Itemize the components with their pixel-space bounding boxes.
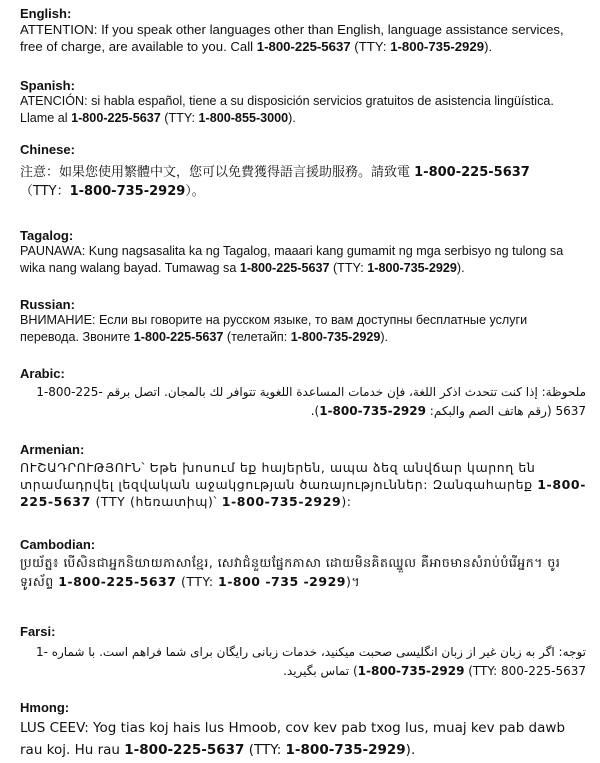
section-tagalog xyxy=(20,228,586,277)
notice-text: ប្រយ័ត្ន៖ បើសិនជាអ្នកនិយាយភាសាខ្មែរ, សេវាជំនួយផ្នែកភាសា ដោយមិនគិតឈ្នួល គឺអាចមានសំរាប់បំរើអ្នក។ ចូរ ទូរស័ព្ទ xyxy=(20,555,561,589)
phone-number: 1-800-225-5637 xyxy=(20,477,587,509)
heading-hmong: Hmong: xyxy=(20,700,70,715)
tty-number: 1-800-735-2929 xyxy=(390,39,485,54)
notice-text: توجه: اگر به زبان غیر از زبان انگلیسی صحبت میکنید، خدمات زبانی رایگان برای شما فراهم است. با شماره xyxy=(47,645,586,659)
phone-number: 1-800-225-5637 xyxy=(256,39,351,54)
tty-number: 1-800-735-2929 xyxy=(319,404,426,418)
tty-label: (телетайп: xyxy=(223,330,291,344)
phone-number: 1-800-225-5637 xyxy=(414,165,530,180)
closing-text: ). xyxy=(288,111,296,125)
tty-label: (TTY: xyxy=(244,742,286,758)
section-russian xyxy=(20,297,586,346)
tty-number: 1-800-735-2929 xyxy=(221,494,342,509)
tty-number: 1-800-735-2929 xyxy=(367,261,457,275)
closing-text: ). xyxy=(380,330,389,344)
tty-number: 1-800-735-2929 xyxy=(285,742,406,758)
tty-number: 1-800-855-3000 xyxy=(198,111,289,125)
notice-text: ATTENTION: If you speak other languages other than English, language assistance services, free of charge, are available to you. Call xyxy=(20,22,564,54)
phone-number: 1-800-225-5637 xyxy=(124,742,245,758)
heading-arabic: Arabic: xyxy=(20,366,65,381)
notice-armenian xyxy=(20,459,586,510)
notice-tagalog xyxy=(20,243,586,277)
notice-russian xyxy=(20,312,586,346)
notice-arabic xyxy=(20,383,586,421)
closing-text: ). xyxy=(310,404,320,418)
section-hmong xyxy=(20,700,586,761)
phone-number: 1-800-225-5637 xyxy=(239,261,330,275)
notice-text: PAUNAWA: Kung nagsasalita ka ng Tagalog, maaari kang gumamit ng mga serbisyo ng tulong sa wika nang walang bayad. Tumawag sa xyxy=(20,244,564,275)
heading-armenian: Armenian: xyxy=(20,442,85,457)
phone-number: 1-800-225-5637 xyxy=(133,330,224,344)
tty-label: （TTY： xyxy=(20,184,70,199)
tty-label: (رقم هاتف الصم والبكم: xyxy=(425,404,556,418)
heading-english: English: xyxy=(20,6,72,21)
closing-text: )។ xyxy=(345,574,361,589)
closing-text: ). xyxy=(405,742,416,758)
section-english xyxy=(20,6,586,55)
notice-spanish xyxy=(20,93,586,127)
section-armenian xyxy=(20,442,586,510)
notice-text: ВНИМАНИЕ: Если вы говорите на русском языке, то вам доступны бесплатные услуги перевода. Звоните xyxy=(20,313,528,344)
phone-number: 1-800-225-5637 xyxy=(36,385,586,418)
tty-label: (TTY: xyxy=(160,111,199,125)
notice-english xyxy=(20,21,586,55)
closing-text: ）。 xyxy=(185,184,205,199)
notice-text: ملحوظة: إذا كنت تتحدث اذكر اللغة، فإن خدمات المساعدة اللغوية تتوافر لك بالمجان. اتصل برقم xyxy=(102,385,586,399)
closing-text: ). xyxy=(456,261,465,275)
section-arabic xyxy=(20,366,586,421)
section-cambodian xyxy=(20,537,586,591)
section-chinese xyxy=(20,142,586,201)
heading-cambodian: Cambodian: xyxy=(20,537,96,552)
notice-text: 注意：如果您使用繁體中文，您可以免費獲得語言援助服務。請致電 xyxy=(20,165,415,180)
phone-number: 1-800-225-5637 xyxy=(71,111,161,125)
notice-text: ՈՒՇԱԴՐՈՒԹՅՈՒՆ՝ Եթե խոսում եք հայերեն, ապա ձեզ անվճար կարող են տրամադրվել լեզվական աջակցության ծառայություններ: Զանգահարեք xyxy=(20,460,538,492)
notice-chinese xyxy=(20,163,586,201)
closing-text: ): xyxy=(341,494,352,509)
notice-farsi xyxy=(20,643,586,681)
phone-number: 1-800-225-5637 xyxy=(58,574,177,589)
closing-text: ) تماس بگیرید. xyxy=(283,664,358,678)
tty-label: (TTY (հեռատիպ)՝ xyxy=(90,494,222,509)
tty-label: (TTY: xyxy=(464,664,501,678)
heading-tagalog: Tagalog: xyxy=(20,228,74,243)
closing-text: ). xyxy=(484,39,493,54)
heading-farsi: Farsi: xyxy=(20,624,56,639)
heading-russian: Russian: xyxy=(20,297,75,312)
section-spanish xyxy=(20,78,586,127)
tty-number: 1-800 -735 -2929 xyxy=(218,574,346,589)
heading-chinese: Chinese: xyxy=(20,142,75,157)
tty-number: 1-800-735-2929 xyxy=(69,184,186,199)
phone-number: 1-800-225-5637 xyxy=(35,645,586,678)
notice-hmong xyxy=(20,717,586,761)
tty-label: (TTY: xyxy=(350,39,391,54)
tty-number: 1-800-735-2929 xyxy=(290,330,381,344)
section-farsi xyxy=(20,624,586,681)
heading-spanish: Spanish: xyxy=(20,78,75,93)
notice-text: LUS CEEV: Yog tias koj hais lus Hmoob, cov kev pab txog lus, muaj kev pab dawb rau koj. Hu rau xyxy=(20,720,566,758)
notice-text: ATENCIÓN: si habla español, tiene a su disposición servicios gratuitos de asistencia lingüística. Llame al xyxy=(20,94,554,125)
tty-number: 1-800-735-2929 xyxy=(357,664,465,678)
tty-label: (TTY: xyxy=(329,261,368,275)
tty-label: (TTY: xyxy=(176,574,219,589)
notice-cambodian xyxy=(20,553,586,591)
